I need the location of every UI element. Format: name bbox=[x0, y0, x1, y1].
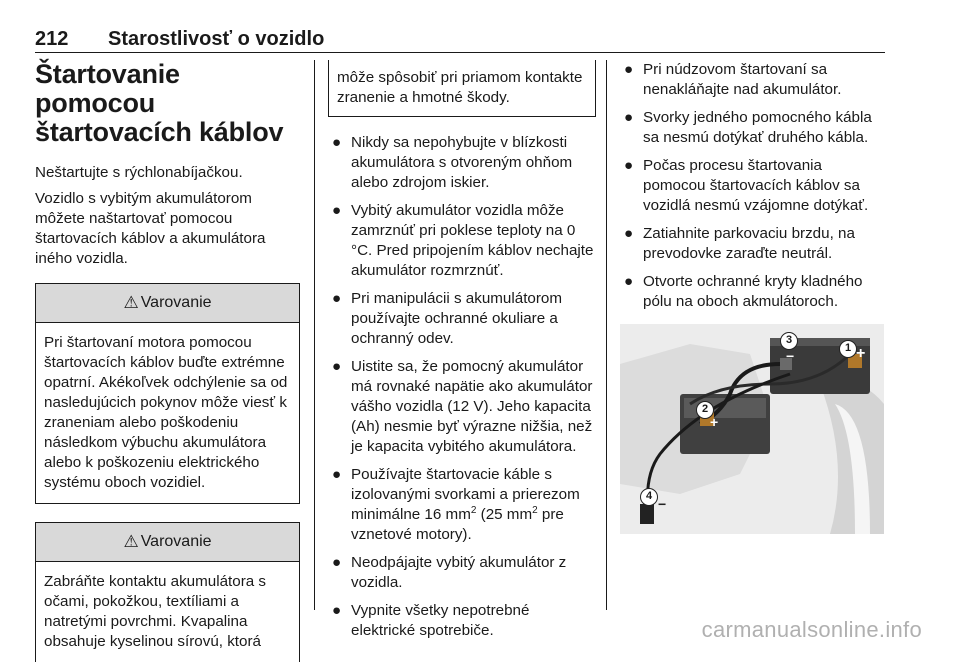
column-divider bbox=[314, 60, 315, 610]
plus-icon: + bbox=[856, 345, 866, 362]
page-header bbox=[35, 28, 885, 52]
bullet-icon: ● bbox=[624, 157, 634, 174]
warning-box-continued: môže spôsobiť pri priamom kontakte zranenie a hmotné škody. bbox=[328, 60, 596, 117]
column-right bbox=[620, 60, 888, 534]
intro-paragraph: Neštartujte s rýchlonabíjačkou. bbox=[35, 164, 243, 181]
callout-marker: 2 bbox=[696, 401, 714, 419]
list-item: ● Nikdy sa nepohybujte v blízkosti akumulátora s otvoreným ohňom alebo zdrojom iskier. bbox=[332, 134, 573, 191]
bullet-icon: ● bbox=[624, 109, 634, 126]
warning-triangle-icon: ⚠ bbox=[123, 532, 139, 551]
instruction-list bbox=[620, 60, 888, 312]
bullet-icon: ● bbox=[332, 554, 342, 571]
minus-icon: − bbox=[786, 348, 795, 364]
list-item: ● Pri núdzovom štartovaní sa nenakláňajte nad akumulátor. bbox=[624, 61, 842, 98]
intro-paragraph: Vozidlo s vybitým akumulátorom môžete naštartovať pomocou štartovacích káblov a akumulátora iného vozidla. bbox=[35, 190, 266, 267]
callout-marker: 4 bbox=[640, 488, 658, 506]
callout-marker: 1 bbox=[839, 340, 857, 358]
bullet-icon: ● bbox=[332, 134, 342, 151]
warning-header bbox=[36, 284, 299, 323]
bullet-icon: ● bbox=[624, 273, 634, 290]
battery-jumpstart-illustration bbox=[620, 324, 884, 534]
header-rule bbox=[35, 52, 885, 53]
bullet-icon: ● bbox=[332, 602, 342, 619]
list-item: ● Vybitý akumulátor vozidla môže zamrznúť pri poklese teploty na 0 °C. Pred pripojením káblov nechajte akumulátor rozmrznúť. bbox=[332, 202, 594, 279]
list-item: ● Svorky jedného pomocného kábla sa nesmú dotýkať druhého kábla. bbox=[624, 109, 872, 146]
running-section-title: Starostlivosť o vozidlo bbox=[108, 28, 325, 50]
bullet-icon: ● bbox=[332, 466, 342, 483]
list-item: ● Pri manipulácii s akumulátorom používajte ochranné okuliare a ochranný odev. bbox=[332, 290, 563, 347]
warning-heading: Varovanie bbox=[140, 533, 212, 550]
column-left bbox=[35, 60, 300, 662]
warning-header bbox=[36, 523, 299, 562]
warning-heading: Varovanie bbox=[140, 294, 212, 311]
bullet-icon: ● bbox=[624, 225, 634, 242]
bullet-icon: ● bbox=[332, 202, 342, 219]
list-item: ● Počas procesu štartovania pomocou štartovacích káblov sa vozidlá nesmú vzájomne dotýkať. bbox=[624, 157, 869, 214]
column-divider bbox=[606, 60, 607, 610]
plus-icon: + bbox=[710, 414, 719, 430]
bullet-icon: ● bbox=[332, 290, 342, 307]
section-title: Štartovanie pomocou štartovacích káblov bbox=[35, 59, 284, 147]
page-number: 212 bbox=[35, 28, 69, 50]
callout-marker: 3 bbox=[780, 332, 798, 350]
warning-box bbox=[35, 283, 300, 504]
minus-icon: − bbox=[658, 496, 667, 512]
watermark: carmanualsonline.info bbox=[701, 617, 922, 642]
bullet-icon: ● bbox=[624, 61, 634, 78]
warning-text: Pri štartovaní motora pomocou štartovacích káblov buďte extrémne opatrní. Akékoľvek odchýlenie sa od nasledujúcich pokynov môže viesť k zraneniam alebo poškodeniu následkom výbuchu akumulátora alebo k poškozeniu elektrického systému oboch vozidiel. bbox=[44, 334, 288, 491]
list-item: ● Neodpájajte vybitý akumulátor z vozidla. bbox=[332, 554, 567, 591]
list-item: ● Vypnite všetky nepotrebné elektrické spotrebiče. bbox=[332, 602, 530, 639]
list-item: ● Otvorte ochranné kryty kladného pólu na oboch akmulátoroch. bbox=[624, 273, 863, 310]
warning-triangle-icon: ⚠ bbox=[123, 293, 139, 312]
warning-box bbox=[35, 522, 300, 662]
list-item: ● Zatiahnite parkovaciu brzdu, na prevodovke zaraďte neutrál. bbox=[624, 225, 855, 262]
instruction-list bbox=[328, 133, 596, 641]
column-middle bbox=[328, 60, 596, 649]
list-item: ● Uistite sa, že pomocný akumulátor má rovnaké napätie ako akumulátor vášho vozidla (12 V). Jeho kapacita (Ah) nesmie byť výrazne nižšia, než je kapacita vybitého akumulátora. bbox=[332, 358, 593, 455]
list-item: ● Používajte štartovacie káble s izolovanými svorkami a prierezom minimálne 16 $mm^2$ (25 $mm^2$ pre vznetové motory). bbox=[332, 466, 580, 543]
bullet-icon: ● bbox=[332, 358, 342, 375]
warning-text: Zabráňte kontaktu akumulátora s očami, pokožkou, textíliami a natretými povrchmi. Kvapalina obsahuje kyselinou sírovú, ktorá bbox=[44, 573, 267, 650]
